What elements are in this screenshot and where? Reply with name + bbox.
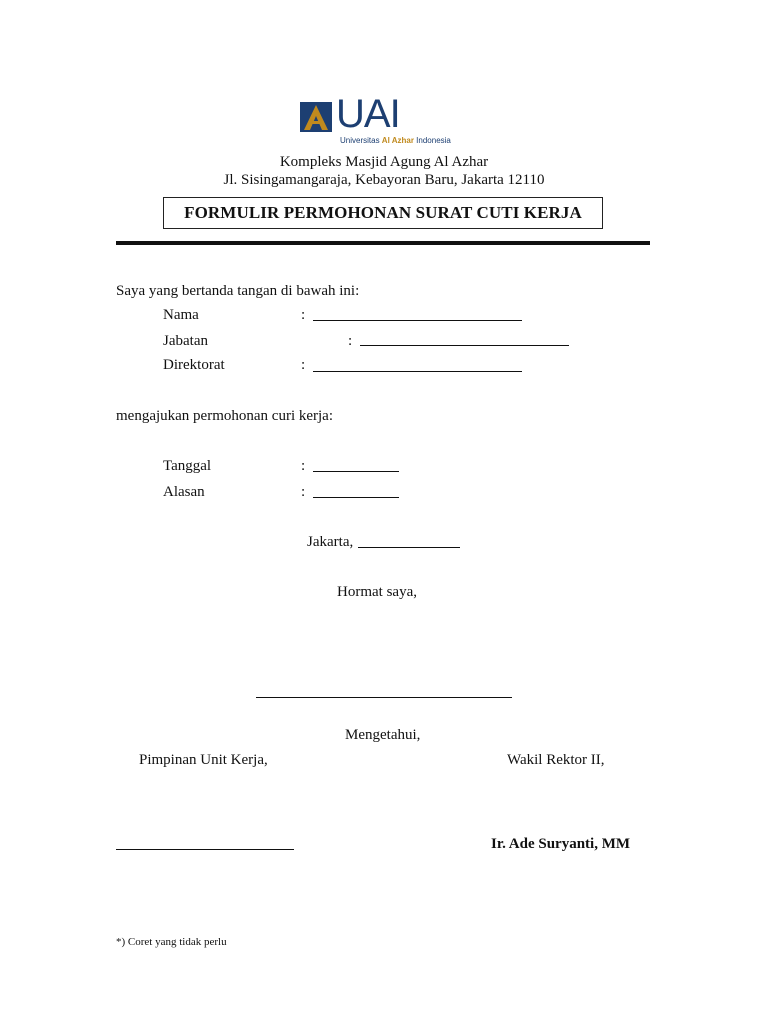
closing-text: Hormat saya,	[337, 584, 417, 600]
logo-wordmark: UAI	[336, 92, 400, 136]
request-text: mengajukan permohonan curi kerja:	[116, 408, 334, 424]
tanggal-input-line[interactable]	[313, 471, 399, 472]
nama-input-line[interactable]	[313, 320, 522, 321]
place-date-label: Jakarta,	[307, 534, 354, 550]
field-label-tanggal: Tanggal	[163, 458, 212, 474]
field-label-jabatan: Jabatan	[163, 333, 208, 349]
field-colon-tanggal: :	[301, 458, 306, 474]
address-line-2: Jl. Sisingamangaraja, Kebayoran Baru, Jakarta 12110	[223, 172, 545, 188]
jabatan-input-line[interactable]	[360, 345, 569, 346]
header-divider	[116, 241, 650, 245]
logo-subtitle: Universitas Al Azhar Indonesia	[340, 136, 451, 145]
field-label-nama: Nama	[163, 307, 199, 323]
field-label-alasan: Alasan	[163, 484, 205, 500]
footnote: *) Coret yang tidak perlu	[116, 936, 227, 948]
acknowledged-label: Mengetahui,	[345, 727, 421, 743]
field-label-direktorat: Direktorat	[163, 357, 225, 373]
field-colon-nama: :	[301, 307, 306, 323]
university-logo	[300, 94, 470, 146]
applicant-signature-line[interactable]	[256, 697, 512, 698]
right-signer-name: Ir. Ade Suryanti, MM	[491, 836, 631, 852]
uai-emblem-icon	[300, 102, 332, 132]
address-line-1: Kompleks Masjid Agung Al Azhar	[279, 154, 489, 170]
field-colon-alasan: :	[301, 484, 306, 500]
field-colon-direktorat: :	[301, 357, 306, 373]
date-input-line[interactable]	[358, 547, 460, 548]
alasan-input-line[interactable]	[313, 497, 399, 498]
direktorat-input-line[interactable]	[313, 371, 522, 372]
intro-text: Saya yang bertanda tangan di bawah ini:	[116, 283, 360, 299]
field-colon-jabatan: :	[348, 333, 353, 349]
left-signer-title: Pimpinan Unit Kerja,	[139, 752, 268, 768]
form-title: FORMULIR PERMOHONAN SURAT CUTI KERJA	[163, 197, 603, 229]
right-signer-title: Wakil Rektor II,	[507, 752, 605, 768]
unit-head-signature-line[interactable]	[116, 849, 294, 850]
